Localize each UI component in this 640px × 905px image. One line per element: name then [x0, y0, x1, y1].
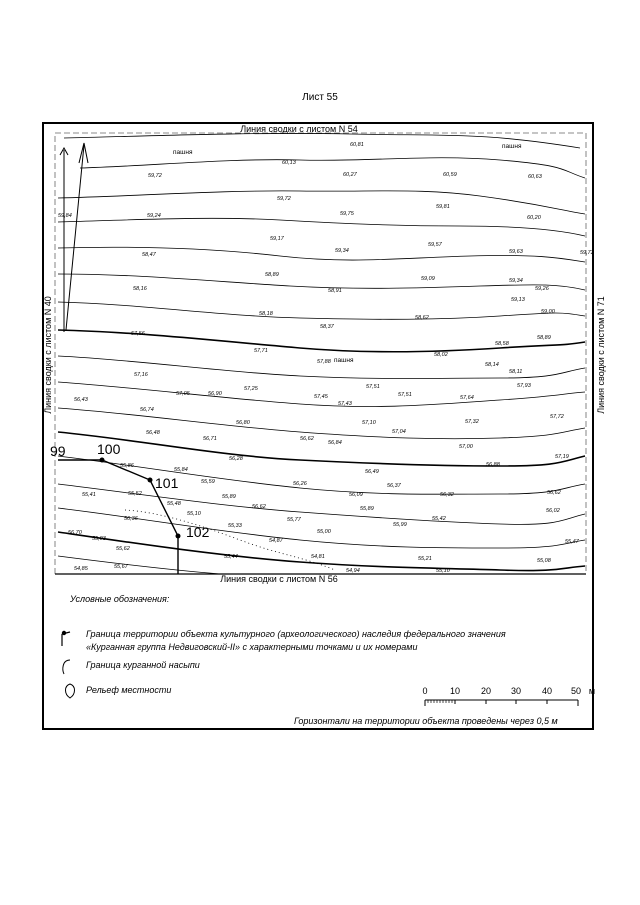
scale-tick: 30 [510, 686, 522, 696]
elevation-label: 57,51 [366, 384, 380, 390]
heritage-boundary [50, 441, 210, 574]
boundary-point-marker [100, 458, 105, 463]
index-contour [58, 432, 585, 466]
elevation-label: 57,16 [134, 372, 148, 378]
legend-symbols [62, 631, 75, 698]
elevation-label: 57,32 [465, 419, 479, 425]
elevation-label: 55,41 [82, 492, 96, 498]
elevation-label: 56,71 [203, 436, 217, 442]
edge-title-top: Линия сводки с листом N 54 [240, 124, 358, 134]
elevation-label: 57,05 [176, 391, 190, 397]
elevation-label: 60,27 [343, 172, 357, 178]
elevation-label: 55,84 [174, 467, 188, 473]
edge-title-bottom: Линия сводки с листом N 56 [220, 574, 338, 584]
elevation-label: 56,84 [328, 440, 342, 446]
elevation-label: 55,10 [436, 568, 450, 574]
edge-title-left: Линия сводки с листом N 40 [43, 296, 53, 414]
elevation-label: 57,04 [392, 429, 406, 435]
elevation-label: 59,00 [541, 309, 555, 315]
elevation-label: 59,72 [580, 250, 594, 256]
land-label: пашня [334, 357, 354, 364]
elevation-label: 56,28 [229, 456, 243, 462]
elevation-label: 59,63 [509, 249, 523, 255]
elevation-label: 57,56 [131, 331, 145, 337]
elevation-label: 58,18 [259, 311, 273, 317]
elevation-label: 57,71 [254, 348, 268, 354]
elevation-label: 55,48 [167, 501, 181, 507]
land-label: пашня [502, 143, 522, 150]
contour-line [58, 218, 585, 236]
elevation-label: 57,72 [550, 414, 564, 420]
elevation-label: 57,43 [338, 401, 352, 407]
scale-tick: 20 [480, 686, 492, 696]
elevation-label: 56,88 [486, 462, 500, 468]
contour-line [58, 302, 585, 319]
mound-legend-icon [63, 660, 70, 674]
boundary-point-label: 101 [155, 475, 179, 491]
contour-line [58, 508, 585, 548]
elevation-label: 55,62 [116, 546, 130, 552]
elevation-label: 55,00 [317, 529, 331, 535]
elevation-label: 56,37 [387, 483, 401, 489]
legend-relief-text: Рельеф местности [86, 685, 172, 695]
elevation-label: 56,49 [365, 469, 379, 475]
elevation-label: 59,84 [58, 213, 72, 219]
elevation-label: 59,57 [428, 242, 442, 248]
legend-title: Условные обозначения: [70, 594, 170, 604]
elevation-label: 58,62 [415, 315, 429, 321]
elevation-label: 57,25 [244, 386, 258, 392]
elevation-label: 56,02 [546, 508, 560, 514]
elevation-label: 58,47 [142, 252, 156, 258]
elevation-label: 60,59 [443, 172, 457, 178]
elevation-label: 55,99 [393, 522, 407, 528]
inner-sheet-border [55, 133, 586, 574]
elevation-label: 54,87 [269, 538, 283, 544]
elevation-label: 56,26 [293, 481, 307, 487]
elevation-label: 58,02 [434, 352, 448, 358]
elevation-label: 59,72 [148, 173, 162, 179]
legend-mound-text: Граница курганной насыпи [86, 660, 200, 670]
elevation-label: 56,62 [252, 504, 266, 510]
contour-line [58, 191, 585, 214]
contour-lines [58, 133, 585, 574]
elevation-label: 56,32 [440, 492, 454, 498]
elevation-label: 59,17 [270, 236, 284, 242]
elevation-label: 58,14 [485, 362, 499, 368]
elevation-label: 55,21 [418, 556, 432, 562]
elevation-label: 55,08 [537, 558, 551, 564]
legend-boundary-line1: Граница территории объекта культурного (археологического) наследия федерального значения [86, 629, 506, 639]
elevation-label: 59,72 [277, 196, 291, 202]
elevation-label: 58,91 [328, 288, 342, 294]
elevation-label: 60,20 [527, 215, 541, 221]
elevation-label: 54,85 [74, 566, 88, 572]
elevation-label: 59,26 [535, 286, 549, 292]
elevation-label: 60,13 [282, 160, 296, 166]
elevation-label: 57,45 [314, 394, 328, 400]
elevation-label: 55,86 [120, 463, 134, 469]
elevation-label: 55,89 [360, 506, 374, 512]
elevation-label: 56,70 [68, 530, 82, 536]
boundary-point-label: 100 [97, 441, 121, 457]
relief-legend-icon [66, 684, 75, 698]
elevation-label: 58,89 [537, 335, 551, 341]
elevation-label: 56,62 [300, 436, 314, 442]
boundary-legend-icon [62, 631, 70, 646]
boundary-point-label: 99 [50, 443, 66, 459]
elevation-label: 56,90 [208, 391, 222, 397]
scale-tick: 40 [541, 686, 553, 696]
elevation-label: 55,67 [114, 564, 128, 570]
elevation-label: 54,81 [311, 554, 325, 560]
elevation-label: 58,37 [320, 324, 334, 330]
sheet-label: Лист 55 [302, 92, 338, 103]
elevation-label: 56,09 [349, 492, 363, 498]
contour-line [58, 408, 585, 439]
scale-tick: 10 [449, 686, 461, 696]
elevation-label: 55,42 [432, 516, 446, 522]
elevation-label: 56,74 [140, 407, 154, 413]
elevation-label: 55,44 [224, 554, 238, 560]
elevation-label: 58,58 [495, 341, 509, 347]
north-arrow-icon [60, 143, 88, 332]
elevation-label: 55,77 [287, 517, 301, 523]
elevation-label: 56,62 [547, 490, 561, 496]
scale-bar [422, 686, 595, 706]
land-label: пашня [173, 149, 193, 156]
elevation-label: 55,59 [201, 479, 215, 485]
elevation-label: 55,10 [187, 511, 201, 517]
elevation-label: 60,63 [528, 174, 542, 180]
elevation-label: 58,11 [509, 369, 523, 375]
elevation-label: 57,51 [398, 392, 412, 398]
scale-tick: 50 [570, 686, 582, 696]
legend-boundary-text [86, 628, 506, 654]
scale-tick: 0 [422, 686, 428, 696]
elevation-label: 60,81 [350, 142, 364, 148]
elevation-label: 57,88 [317, 359, 331, 365]
elevation-label: 55,89 [222, 494, 236, 500]
elevation-label: 59,24 [147, 213, 161, 219]
elevation-label: 58,16 [133, 286, 147, 292]
elevation-label: 55,52 [128, 491, 142, 497]
elevation-label: 56,48 [146, 430, 160, 436]
elevation-label: 59,13 [511, 297, 525, 303]
elevation-label: 55,47 [565, 539, 579, 545]
scale-unit: м [588, 686, 596, 696]
boundary-point-marker [176, 534, 181, 539]
elevation-label: 56,43 [74, 397, 88, 403]
elevation-label: 57,64 [460, 395, 474, 401]
legend-boundary-line2: «Курганная группа Недвиговский-II» с характерными точками и их номерами [86, 642, 418, 652]
elevation-labels [58, 142, 594, 574]
elevation-label: 59,34 [335, 248, 349, 254]
elevation-label: 59,75 [340, 211, 354, 217]
elevation-label: 58,89 [265, 272, 279, 278]
elevation-label: 57,19 [555, 454, 569, 460]
elevation-label: 59,09 [421, 276, 435, 282]
boundary-point-label: 102 [186, 524, 210, 540]
elevation-label: 56,80 [236, 420, 250, 426]
elevation-label: 56,36 [124, 516, 138, 522]
elevation-label: 59,34 [509, 278, 523, 284]
boundary-point-marker [148, 478, 153, 483]
contour-interval-note: Горизонтали на территории объекта проведены через 0,5 м [294, 716, 558, 726]
elevation-label: 57,93 [517, 383, 531, 389]
edge-title-right: Линия сводки с листом N 71 [596, 296, 606, 414]
elevation-label: 57,00 [459, 444, 473, 450]
elevation-label: 54,94 [346, 568, 360, 574]
elevation-label: 57,10 [362, 420, 376, 426]
contour-line [58, 247, 585, 262]
elevation-label: 59,81 [436, 204, 450, 210]
elevation-label: 55,03 [92, 536, 106, 542]
elevation-label: 55,33 [228, 523, 242, 529]
